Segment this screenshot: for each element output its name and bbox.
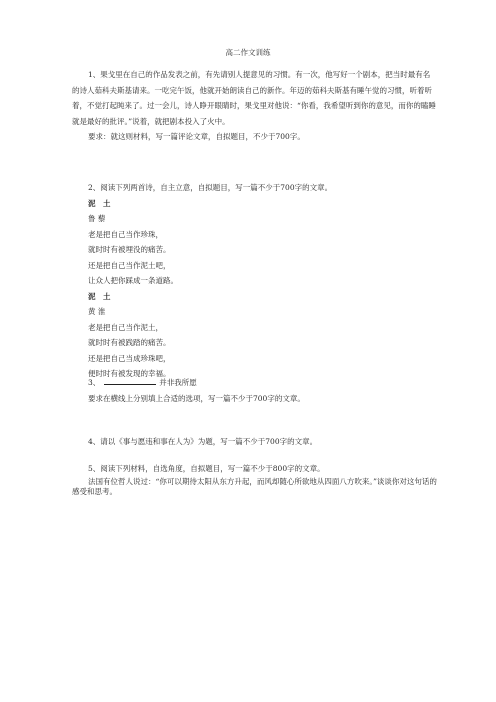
question-3-requirement: 要求在横线上分别填上合适的选项，写一篇不少于700字的文章。 <box>88 393 305 403</box>
poem-2-author: 黄 淮 <box>88 307 106 316</box>
poem-1-title: 泥 土 <box>88 198 111 208</box>
poem-1-line: 还是把自己当作泥土吧， <box>88 260 171 270</box>
question-1-requirement: 要求：就这则材料，写一篇评论文章，自拟题目，不少于700字。 <box>88 132 305 141</box>
question-1-text: 1、果戈里在自己的作品发表之前，有先请别人提意见的习惯。有一次，他写好一个剧本，把当时最有名的诗人茹科夫斯基请来。一吃完午饭，他就开始朗读自己的新作。年迈的茹科夫斯基有睡午觉的习惯，听着听着，不觉打起盹来了。过一会儿，诗人睁开眼睛时，果戈里对他说：“你看，我希望听到你的意见，而你的瞌睡就是最好的批评。”说着，就把剧本投入了火中。 <box>72 70 436 126</box>
poem-1-line: 让众人把你踩成一条道路。 <box>88 276 178 285</box>
question-2 <box>72 180 437 382</box>
poem-2-line: 就时时有被践踏的痛苦。 <box>88 338 171 347</box>
question-5-prompt: 5、阅读下列材料，自选角度，自拟题目，写一篇不少于800字的文章。 <box>88 464 325 473</box>
question-3 <box>72 375 437 406</box>
question-4 <box>72 434 437 450</box>
question-3-number: 3、 <box>88 378 101 387</box>
poem-1-line: 老是把自己当作珍珠， <box>88 229 163 239</box>
poem-2-line: 还是把自己当成珍珠吧， <box>88 353 171 363</box>
document-title: 高二作文训练 <box>225 48 271 57</box>
question-2-prompt: 2、阅读下列两首诗，自主立意，自拟题目，写一篇不少于700字的文章。 <box>88 183 333 192</box>
poem-2-title: 泥 土 <box>88 291 111 301</box>
poem-1-author: 鲁 藜 <box>88 214 106 223</box>
question-5 <box>72 461 437 497</box>
poem-2-line: 便时时有被发现的幸福。 <box>88 369 171 378</box>
question-4-text: 4、请以《事与愿违和事在人为》为题，写一篇不少于700字的文章。 <box>88 437 318 446</box>
poem-1-line: 就时时有被埋没的痛苦。 <box>88 245 171 254</box>
question-5-quote: 法国有位哲人说过：“你可以期待太阳从东方升起，而风却随心所欲地从四面八方吹来。”谈谈你对这句话的感受和思考。 <box>72 476 437 496</box>
question-3-prompt <box>72 375 437 391</box>
fill-in-blank <box>104 377 156 385</box>
poem-2-line: 老是把自己当作泥土， <box>88 322 163 332</box>
question-1 <box>72 67 437 145</box>
question-3-title-suffix: 并非我所愿 <box>159 378 197 387</box>
